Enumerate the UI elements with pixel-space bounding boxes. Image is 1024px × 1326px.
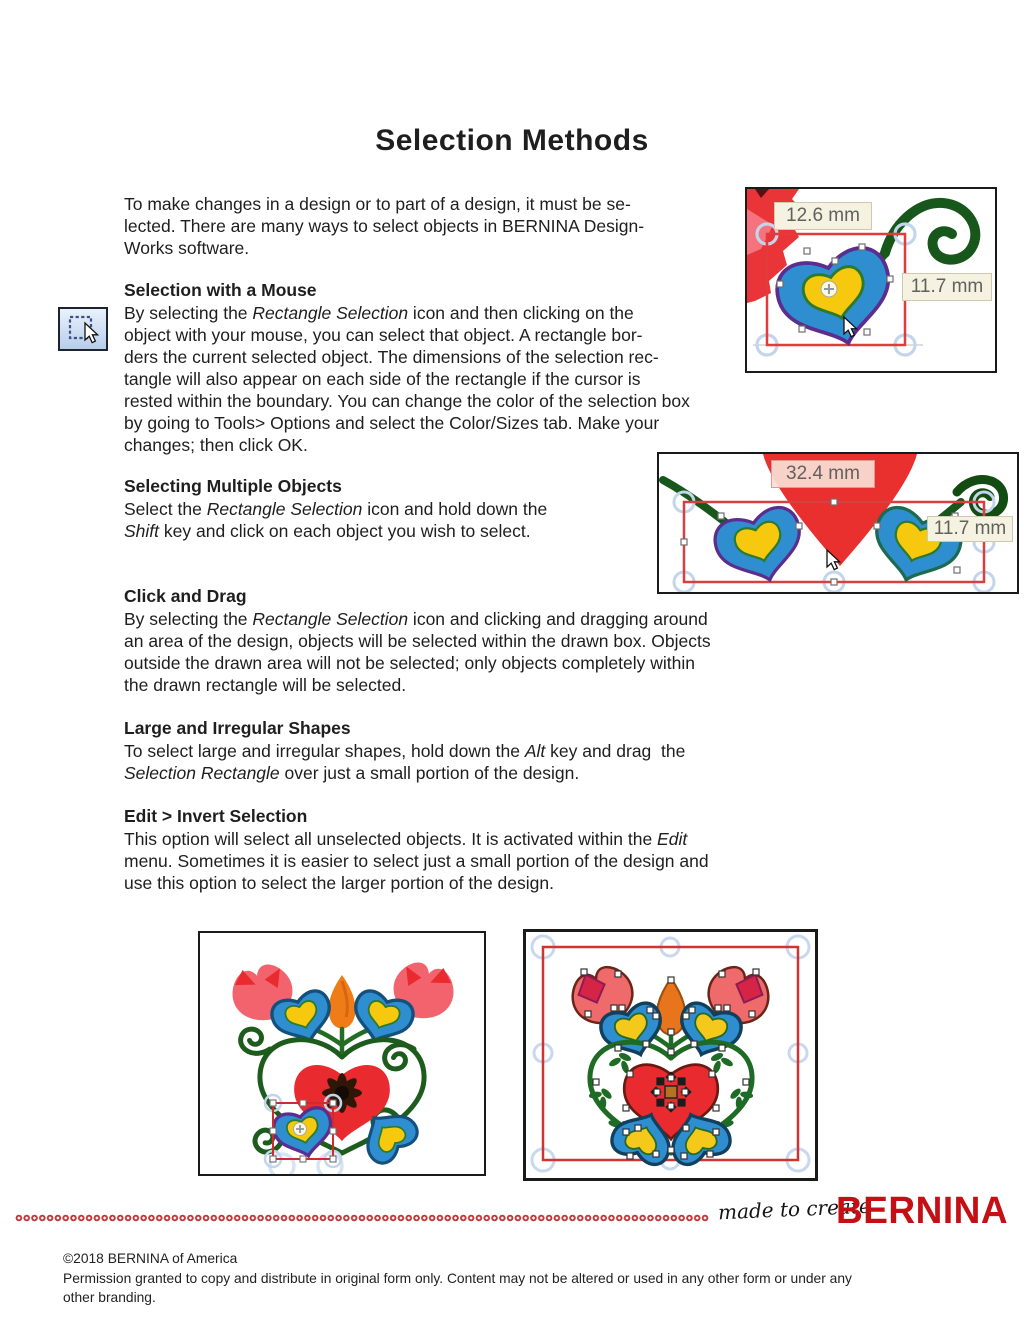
copyright-block: [63, 1249, 943, 1308]
figure-multiple-selection: [657, 452, 1019, 594]
section-body-multiple-objects: Select the Rectangle Selection icon and hold down the Shift key and click on each object you wish to select.: [124, 499, 548, 541]
rectangle-selection-icon: [58, 307, 108, 351]
section-heading-invert-selection: Edit > Invert Selection: [124, 806, 308, 826]
figure-design-partial-selection: [198, 931, 486, 1176]
embroidery-design-partial-art: [200, 933, 484, 1174]
section-heading-multiple-objects: Selecting Multiple Objects: [124, 476, 342, 496]
embroidery-design-all-art: [526, 932, 815, 1178]
cross-stitch-divider: [15, 1213, 709, 1223]
bernina-logo: BERNINA: [836, 1189, 1009, 1232]
intro-paragraph: To make changes in a design or to part of a design, it must be se- lected. There are many ways to select objects in BERNINA Design- Works software.: [124, 194, 645, 258]
figure-design-all-selection: [523, 929, 818, 1181]
section-heading-selection-with-mouse: Selection with a Mouse: [124, 280, 317, 300]
copyright-line: ©2018 BERNINA of America: [63, 1251, 238, 1266]
section-body-invert-selection: This option will select all unselected objects. It is activated within the Edit menu. Sometimes it is easier to select just a small portion of the design and use this option to select the larger portion of the design.: [124, 829, 709, 893]
dimension-label-height: 11.7 mm: [927, 516, 1013, 542]
section-heading-large-irregular: Large and Irregular Shapes: [124, 718, 351, 738]
section-body-large-irregular: To select large and irregular shapes, hold down the Alt key and drag the Selection Rectangle over just a small portion of the design.: [124, 741, 686, 783]
permission-text: Permission granted to copy and distribute in original form only. Content may not be altered or used in any other form or under any other branding.: [63, 1270, 852, 1305]
dashed-square-cursor-glyph: [67, 314, 99, 344]
dimension-label-width: 32.4 mm: [771, 460, 875, 488]
section-heading-click-and-drag: Click and Drag: [124, 586, 247, 606]
dimension-label-height: 11.7 mm: [902, 273, 992, 301]
page-title: Selection Methods: [375, 124, 649, 157]
brand-tagline: made to create: [717, 1193, 872, 1225]
figure-single-selection: [745, 187, 997, 373]
section-body-selection-with-mouse: By selecting the Rectangle Selection icon and then clicking on the object with your mouse, you can select that object. A rectangle bor- ders the current selected object. The dimensions of the selection rec- tangle will also appear on each side of the rectangle if the cursor is rested within the boundary. You can change the color of the selection box by going to Tools> Options and select the Color/Sizes tab. Make your changes; then click OK.: [124, 303, 690, 455]
section-body-click-and-drag: By selecting the Rectangle Selection icon and clicking and dragging around an area of the design, objects will be selected within the drawn box. Objects outside the drawn area will not be selected; only objects completely within the drawn rectangle will be selected.: [124, 609, 711, 695]
dimension-label-width: 12.6 mm: [774, 202, 872, 230]
